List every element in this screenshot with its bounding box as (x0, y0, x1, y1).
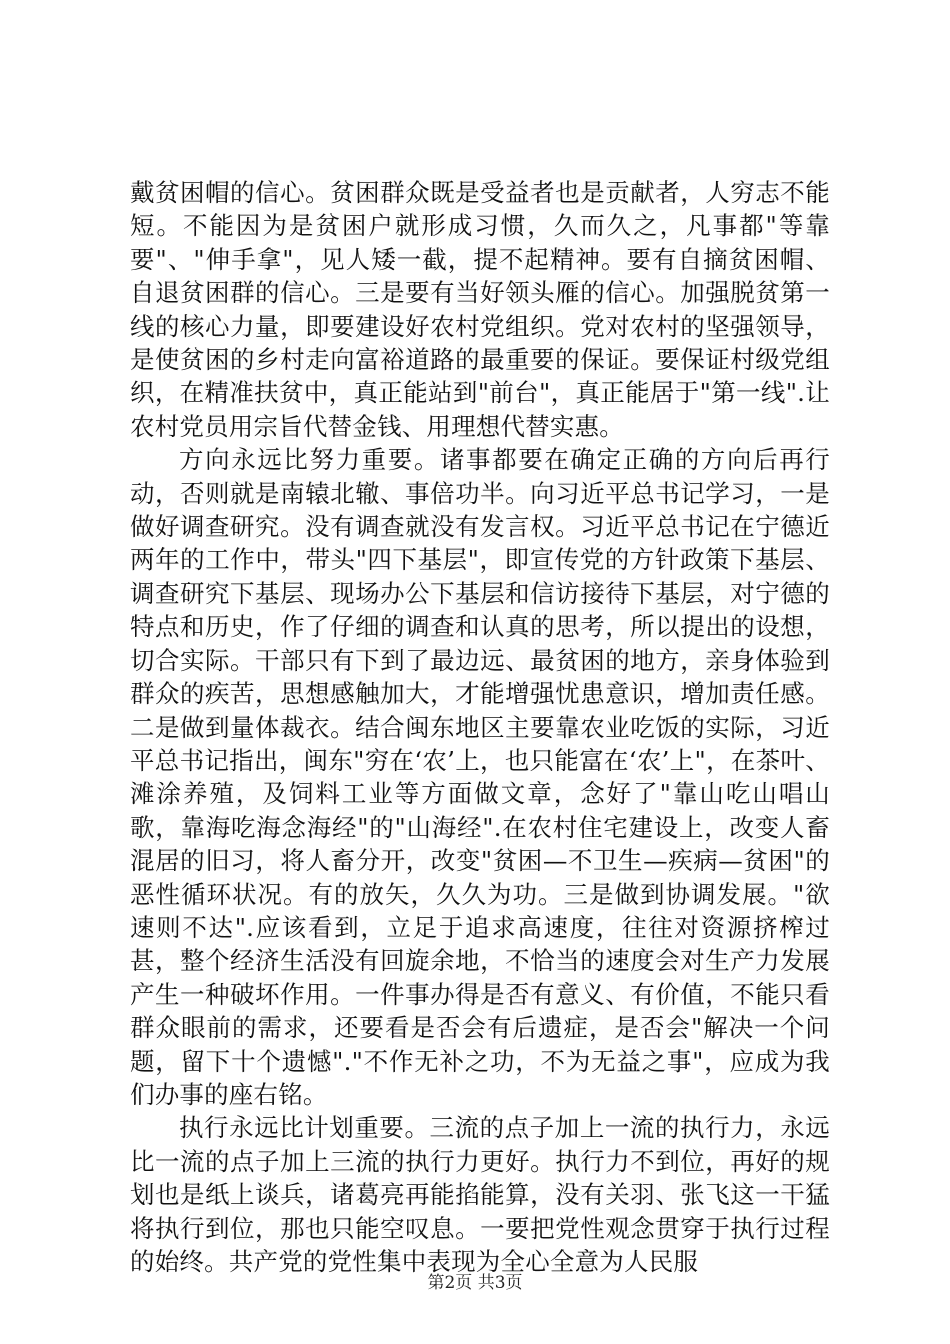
page-number: 第2页 共3页 (427, 1273, 523, 1293)
paragraph-direction: 方向永远比努力重要。诸事都要在确定正确的方向后再行动，否则就是南辕北辙、事倍功半。向习近平总书记学习，一是做好调查研究。没有调查就没有发言权。习近平总书记在宁德近两年的工作中，带头"四下基层"，即宣传党的方针政策下基层、调查研究下基层、现场办公下基层和信访接待下基层，对宁德的特点和历史，作了仔细的调查和认真的思考，所以提出的设想，切合实际。干部只有下到了最边远、最贫困的地方，亲身体验到群众的疾苦，思想感触加大，才能增强忧患意识，增加责任感。二是做到量体裁衣。结合闽东地区主要靠农业吃饭的实际，习近平总书记指出，闽东"穷在‘农’上，也只能富在‘农’上"，在茶叶、滩涂养殖，及饲料工业等方面做文章，念好了"靠山吃山唱山歌，靠海吃海念海经"的"山海经".在农村住宅建设上，改变人畜混居的旧习，将人畜分开，改变"贫困—不卫生—疾病—贫困"的恶性循环状况。有的放矢，久久为功。三是做到协调发展。"欲速则不达".应该看到，立足于追求高速度，往往对资源挤榨过甚，整个经济生活没有回旋余地，不恰当的速度会对生产力发展产生一种破坏作用。一件事办得是否有意义、有价值，不能只看群众眼前的需求，还要看是否会有后遗症，是否会"解决一个问题，留下十个遗憾"."不作无补之功，不为无益之事"，应成为我们办事的座右铭。 (130, 445, 830, 1109)
document-body (130, 176, 830, 1278)
paragraph-execution: 执行永远比计划重要。三流的点子加上一流的执行力，永远比一流的点子加上三流的执行力更好。执行力不到位，再好的规划也是纸上谈兵，诸葛亮再能掐能算，没有关羽、张飞这一干猛将执行到位，那也只能空叹息。一要把党性观念贯穿于执行过程的始终。共产党的党性集中表现为全心全意为人民服 (130, 1113, 830, 1276)
paragraph-continued: 戴贫困帽的信心。贫困群众既是受益者也是贡献者，人穷志不能短。不能因为是贫困户就形成习惯，久而久之，凡事都"等靠要"、"伸手拿"，见人矮一截，提不起精神。要有自摘贫困帽、自退贫困群的信心。三是要有当好领头雁的信心。加强脱贫第一线的核心力量，即要建设好农村党组织。党对农村的坚强领导，是使贫困的乡村走向富裕道路的最重要的保证。要保证村级党组织，在精准扶贫中，真正能站到"前台"，真正能居于"第一线".让农村党员用宗旨代替金钱、用理想代替实惠。 (130, 178, 830, 441)
page-footer (0, 1272, 950, 1294)
